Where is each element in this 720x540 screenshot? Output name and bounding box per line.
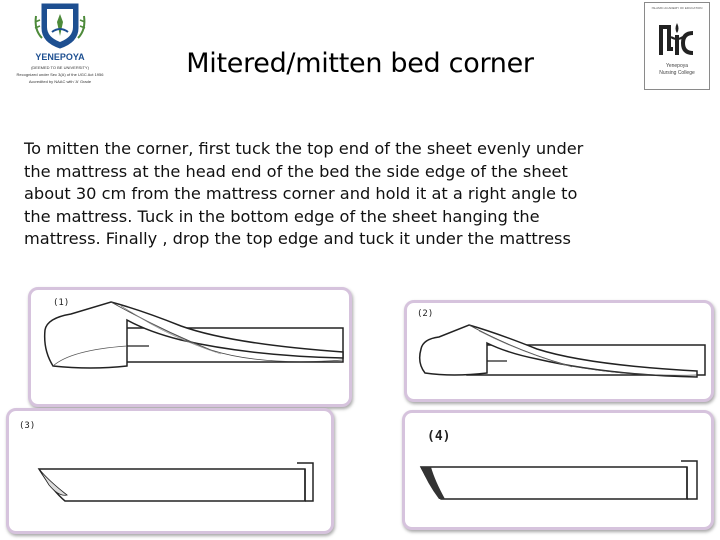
university-accreditation: Accredited by NAAC with 'A' Grade	[28, 79, 92, 84]
figure-label-4: (4)	[427, 429, 451, 444]
yenepoya-logo	[4, 2, 116, 100]
figure-label-1: (1)	[53, 298, 70, 308]
figure-label-2: (2)	[417, 309, 434, 319]
slide-title: Mitered/mitten bed corner	[186, 48, 534, 79]
university-name: YENEPOYA	[35, 52, 85, 62]
figure-panel-4	[402, 410, 714, 530]
bed-corner-illustration-1	[31, 290, 349, 404]
college-name: Yenepoya Nursing College	[659, 63, 695, 76]
figure-label-3: (3)	[19, 421, 36, 431]
instruction-paragraph: To mitten the corner, first tuck the top end of the sheet evenly under the mattress at the head end of the bed the side edge of the sheet about 30 cm from the mattress corner and hold it at a right angle to the mattress. Tuck in the bottom edge of the sheet hanging the mattress. Finally , drop the top edge and tuck it under the mattress	[24, 139, 584, 248]
figure-panel-2	[404, 300, 714, 402]
figure-panel-3	[6, 408, 334, 534]
college-logo-topline: ISLAMIC ACADEMY OF EDUCATION	[651, 6, 703, 10]
university-recognition: Recognized under Sec 3(A) of the UGC Act 1956	[16, 72, 104, 77]
bed-corner-illustration-3	[9, 411, 331, 531]
nursing-college-logo	[644, 2, 710, 90]
bed-corner-illustration-4	[405, 413, 711, 527]
university-subtitle: (DEEMED TO BE UNIVERSITY)	[31, 65, 89, 70]
nursing-lamp-icon	[657, 15, 697, 59]
university-crest-icon	[32, 2, 88, 50]
bed-corner-illustration-2	[407, 303, 711, 399]
figure-panel-1	[28, 287, 352, 407]
